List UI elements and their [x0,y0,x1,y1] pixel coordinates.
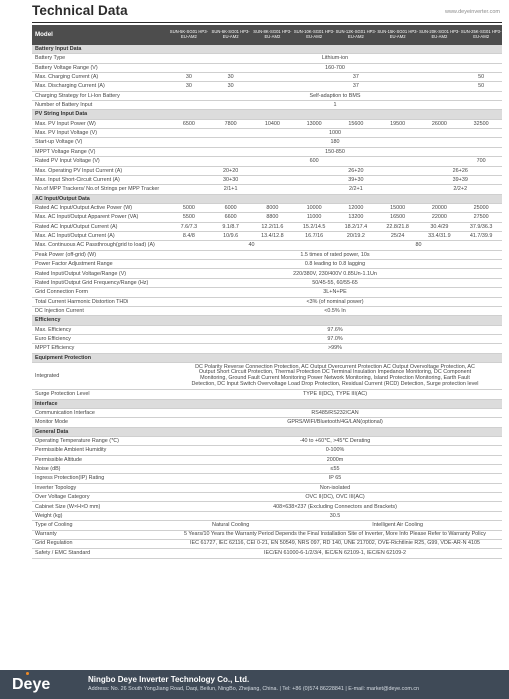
spec-label: Safety / EMC Standard [32,549,168,558]
spec-label: Peak Power (off-grid) (W) [32,250,168,259]
spec-value: 16500 [377,213,419,222]
spec-value: IEC 61727, IEC 62116, CEI 0-21, EN 50549, NRS 097, RD 140, UNE 217002, OVE-Richtlinie R25, G99, VDE-AR-N 4105 [168,539,502,548]
spec-value: 408×638×237 (Excluding Connectors and Brackets) [168,502,502,511]
spec-label: Monitor Mode [32,418,168,427]
spec-label: Operating Temperature Range (℃) [32,436,168,445]
spec-row [32,344,502,353]
spec-label: DC Injection Current [32,306,168,315]
spec-row [32,390,502,399]
spec-row [32,166,502,175]
spec-label: Communication Interface [32,408,168,417]
spec-label: Battery Voltage Range (V) [32,63,168,72]
spec-value: 32500 [460,119,502,128]
spec-row [32,241,502,250]
spec-value: Non-isolated [168,483,502,492]
spec-label: Over Voltage Category [32,493,168,502]
spec-row [32,418,502,427]
spec-label: MPPT Efficiency [32,344,168,353]
spec-value: 180 [168,138,502,147]
spec-row [32,101,502,110]
model-name: SUN-10K-SG01 HP3-EU-AM2 [293,25,335,45]
spec-row [32,436,502,445]
section-header-row [32,399,502,408]
spec-label: Type of Cooling [32,521,168,530]
spec-label: Rated Input/Output Grid Frequency/Range (Hz) [32,278,168,287]
spec-row [32,297,502,306]
spec-row [32,54,502,63]
model-name: SUN-6K-SG01 HP3-EU-AM2 [210,25,252,45]
spec-row [32,129,502,138]
spec-label: MPPT Voltage Range (V) [32,147,168,156]
spec-row [32,119,502,128]
spec-value: >99% [168,344,502,353]
spec-value: DC Polarity Reverse Connection Protection, AC Output Overcurrent Protection AC Output Overvoltage Protection, AC Output Short Circuit Protection, Thermal Protection DC Terminal Insulation Impedance Monitoring, DC Component Monitoring, Ground Fault Current Monitoring Power Network Monitoring, Island Protection Monitoring, Earth Fault Detection, DC Input Switch Overvoltage Load Drop Protection, Residual Current (RCD) Detection, Surge protection level [168,362,502,389]
spec-value: 97.6% [168,325,502,334]
spec-value: 26+20 [293,166,418,175]
spec-label: Max. AC Input/Output Apparent Power (VA) [32,213,168,222]
spec-label: Max. Input Short-Circuit Current (A) [32,175,168,184]
spec-value: 13200 [335,213,377,222]
spec-label: Max. PV Input Voltage (V) [32,129,168,138]
spec-value: 20/19.2 [335,231,377,240]
spec-value: 1.5 times of rated power, 10s [168,250,502,259]
spec-value: 40 [168,241,335,250]
spec-row [32,306,502,315]
spec-row [32,63,502,72]
spec-value: 1000 [168,129,502,138]
spec-label: Permissible Ambient Humidity [32,446,168,455]
model-header-row [32,25,502,45]
spec-value: 25/24 [377,231,419,240]
spec-value: Lithium-ion [168,54,502,63]
spec-value: 16.7/16 [293,231,335,240]
spec-value: 150-850 [168,147,502,156]
spec-row [32,72,502,81]
spec-value: 19500 [377,119,419,128]
spec-value: 6600 [210,213,252,222]
spec-value: <0.5% In [168,306,502,315]
spec-value: 25000 [460,203,502,212]
spec-label: Rated PV Input Voltage (V) [32,157,168,166]
spec-value: 30.4/29 [419,222,461,231]
spec-label: Surge Protection Level [32,390,168,399]
spec-value: 8000 [252,203,294,212]
spec-value: 7800 [210,119,252,128]
spec-value: 2/2+1 [293,185,418,194]
spec-row [32,250,502,259]
spec-row [32,157,502,166]
spec-label: No.of MPP Trackers/ No.of Strings per MPP Tracker [32,185,168,194]
model-name: SUN-8K-SG01 HP3-EU-AM2 [252,25,294,45]
spec-row [32,269,502,278]
spec-row [32,203,502,212]
technical-data-table [32,25,502,559]
spec-row [32,446,502,455]
spec-label: Max. Continuous AC Passthrough(grid to load) (A) [32,241,168,250]
deye-logo: Deye [12,676,51,693]
spec-row [32,175,502,184]
section-header-row [32,194,502,203]
spec-value: 8.4/8 [168,231,210,240]
spec-row [32,91,502,100]
spec-label: Inverter Topology [32,483,168,492]
footer [0,670,509,699]
spec-value: <3% (of nominal power) [168,297,502,306]
spec-label: Rated Input/Output Voltage/Range (V) [32,269,168,278]
spec-value: 12.2/11.6 [252,222,294,231]
spec-row [32,362,502,389]
spec-row [32,511,502,520]
spec-value: 6000 [210,203,252,212]
spec-value: 50 [460,72,502,81]
spec-value: 50/45-55, 60/55-65 [168,278,502,287]
spec-row [32,521,502,530]
spec-value: 26+26 [419,166,503,175]
section-title: General Data [32,427,502,436]
spec-label: Number of Battery Input [32,101,168,110]
spec-value: TYPE II(DC), TYPE III(AC) [168,390,502,399]
spec-value: 6500 [168,119,210,128]
website-link[interactable]: www.deyeinverter.com [444,9,500,15]
spec-value: Natural Cooling [168,521,293,530]
logo-accent-dot [26,672,29,675]
spec-row [32,334,502,343]
spec-value: IP 65 [168,474,502,483]
model-name: SUN-25K-SG01 HP3-EU-AM2 [460,25,502,45]
spec-value: -40 to +60℃, >45℃ Derating [168,436,502,445]
section-header-row [32,316,502,325]
spec-row [32,138,502,147]
spec-value: 12000 [335,203,377,212]
spec-row [32,539,502,548]
spec-row [32,288,502,297]
spec-label: Max. Operating PV Input Current (A) [32,166,168,175]
spec-value: 20000 [419,203,461,212]
spec-value: IEC/EN 61000-6-1/2/3/4, IEC/EN 62109-1, IEC/EN 62109-2 [168,549,502,558]
spec-row [32,483,502,492]
spec-label: Weight (kg) [32,511,168,520]
section-title: Battery Input Data [32,45,502,54]
spec-value: 13000 [293,119,335,128]
spec-label: Cabinet Size (W×H×D mm) [32,502,168,511]
model-name: SUN-20K-SG01 HP3-EU-AM2 [419,25,461,45]
spec-value: 0.8 leading to 0.8 lagging [168,260,502,269]
spec-label: Euro Efficiency [32,334,168,343]
spec-value: 10/9.6 [210,231,252,240]
spec-value: 13.4/12.8 [252,231,294,240]
spec-row [32,147,502,156]
model-label: Model [32,25,168,45]
section-header-row [32,45,502,54]
spec-value: 37.9/36.3 [460,222,502,231]
spec-label: Max. AC Input/Output Current (A) [32,231,168,240]
spec-label: Total Current Harmonic Distortion THDi [32,297,168,306]
spec-value: 30 [168,72,210,81]
page-title: Technical Data [32,3,128,18]
spec-value: 37 [252,72,461,81]
spec-value: 0-100% [168,446,502,455]
spec-value: 37 [252,82,461,91]
spec-value: 22000 [419,213,461,222]
spec-value: 50 [460,82,502,91]
spec-row [32,530,502,539]
model-name: SUN-5K-SG01 HP3-EU-AM2 [168,25,210,45]
spec-value: 30 [210,72,252,81]
spec-label: Battery Type [32,54,168,63]
spec-value: 26000 [419,119,461,128]
spec-label: Max. Charging Current (A) [32,72,168,81]
spec-value: 27500 [460,213,502,222]
section-header-row [32,427,502,436]
spec-value: 30+30 [168,175,293,184]
spec-value: 15.2/14.5 [293,222,335,231]
spec-row [32,278,502,287]
spec-label: Max. Discharging Current (A) [32,82,168,91]
spec-value: 15600 [335,119,377,128]
spec-label: Rated AC Input/Output Active Power (W) [32,203,168,212]
spec-value: 39+39 [419,175,503,184]
spec-label: Power Factor Adjustment Range [32,260,168,269]
spec-value: OVC II(DC), OVC III(AC) [168,493,502,502]
company-name: Ningbo Deye Inverter Technology Co., Ltd. [88,675,250,684]
model-name: SUN-12K-SG01 HP3-EU-AM2 [335,25,377,45]
spec-value: 7.6/7.3 [168,222,210,231]
spec-row [32,502,502,511]
spec-value: 10400 [252,119,294,128]
spec-value: 2/2+2 [419,185,503,194]
spec-label: Permissible Altitude [32,455,168,464]
header-bar [32,0,502,23]
spec-value: GPRS/WIFI/Bluetooth/4G/LAN(optional) [168,418,502,427]
spec-row [32,408,502,417]
spec-row [32,222,502,231]
spec-label: Start-up Voltage (V) [32,138,168,147]
spec-label: Ingress Protection(IP) Rating [32,474,168,483]
spec-row [32,260,502,269]
spec-row [32,549,502,558]
spec-value: 1 [168,101,502,110]
spec-value: 39+30 [293,175,418,184]
spec-value: 30 [168,82,210,91]
spec-row [32,455,502,464]
spec-value: 9.1/8.7 [210,222,252,231]
spec-value: 41.7/39.9 [460,231,502,240]
section-title: PV String Input Data [32,110,502,119]
spec-value: 30.5 [168,511,502,520]
spec-row [32,82,502,91]
spec-value: 18.2/17.4 [335,222,377,231]
spec-value: 30 [210,82,252,91]
spec-value: 33.4/31.9 [419,231,461,240]
spec-label: Integrated [32,362,168,389]
spec-value: Self-adaption to BMS [168,91,502,100]
spec-value: 97.0% [168,334,502,343]
spec-row [32,493,502,502]
spec-value: 22.8/21.8 [377,222,419,231]
spec-value: RS485/RS232/CAN [168,408,502,417]
spec-label: Rated AC Input/Output Current (A) [32,222,168,231]
section-title: AC Input/Output Data [32,194,502,203]
spec-value: 3L+N+PE [168,288,502,297]
spec-label: Max. Efficiency [32,325,168,334]
spec-value: 2000m [168,455,502,464]
spec-value: 160-700 [168,63,502,72]
spec-value: 220/380V, 230/400V 0.85Un-1.1Un [168,269,502,278]
section-title: Equipment Protection [32,353,502,362]
spec-label: Grid Connection Form [32,288,168,297]
section-header-row [32,353,502,362]
spec-value: 20+20 [168,166,293,175]
spec-value: 10000 [293,203,335,212]
spec-value: ≤55 [168,464,502,473]
spec-row [32,213,502,222]
spec-label: Noise (dB) [32,464,168,473]
spec-row [32,185,502,194]
spec-value: 5 Years/10 Years the Warranty Period Depends the Final Installation Site of Inverter, More Info Please Refer to Warranty Policy [168,530,502,539]
section-header-row [32,110,502,119]
company-address: Address: No. 26 South YongJiang Road, Daqi, Beilun, NingBo, Zhejiang, China. | Tel: +86 (0)574 86228841 | E-mail: market@deye.com.cn [88,686,420,692]
spec-value: Intelligent Air Cooling [293,521,502,530]
spec-value: 700 [460,157,502,166]
spec-label: Max. PV Input Power (W) [32,119,168,128]
spec-value: 15000 [377,203,419,212]
spec-value: 11000 [293,213,335,222]
spec-row [32,474,502,483]
spec-value: 5000 [168,203,210,212]
spec-value: 600 [168,157,460,166]
spec-label: Grid Regulation [32,539,168,548]
spec-row [32,325,502,334]
section-title: Interface [32,399,502,408]
spec-row [32,231,502,240]
spec-label: Warranty [32,530,168,539]
spec-value: 80 [335,241,502,250]
section-title: Efficiency [32,316,502,325]
spec-row [32,464,502,473]
spec-value: 2/1+1 [168,185,293,194]
spec-value: 8800 [252,213,294,222]
model-name: SUN-15K-SG01 HP3-EU-AM2 [377,25,419,45]
spec-value: 5500 [168,213,210,222]
spec-label: Charging Strategy for Li-Ion Battery [32,91,168,100]
